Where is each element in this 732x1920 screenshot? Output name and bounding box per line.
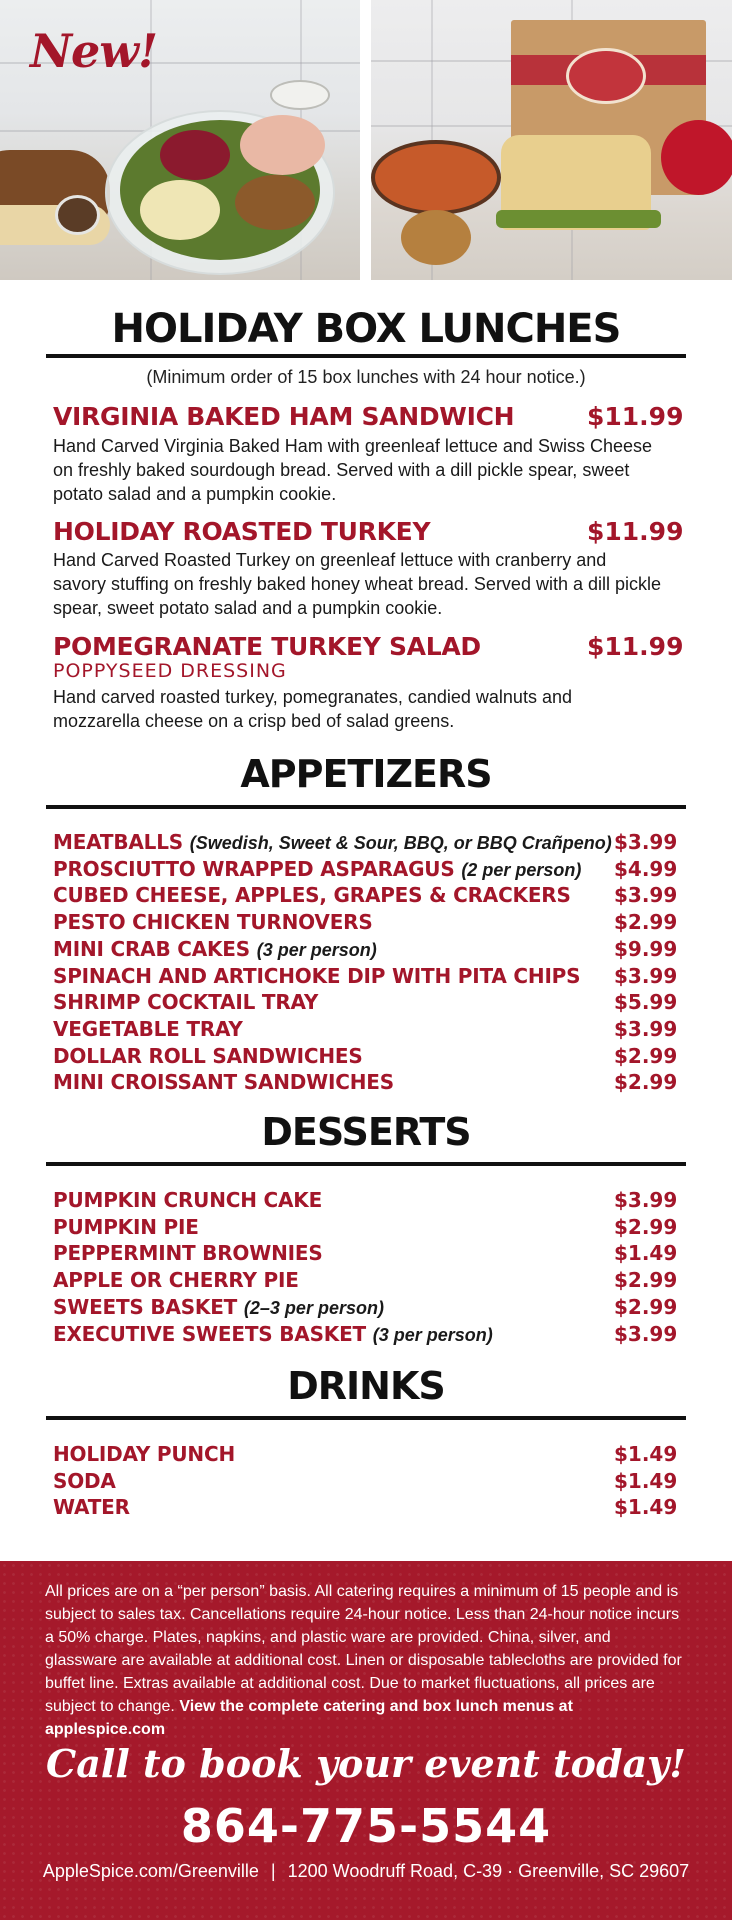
line-item-name (53, 990, 318, 1014)
item-name: MEATBALLS (53, 830, 183, 854)
item-price: $9.99 (614, 936, 678, 961)
sandwich-box-photo (371, 0, 732, 280)
item-name: SODA (53, 1468, 116, 1493)
item-price: $5.99 (614, 990, 678, 1015)
photo-header (0, 0, 732, 280)
minimum-order-note: (Minimum order of 15 box lunches with 24 hour notice.) (146, 367, 586, 387)
item-qualifier: (3 per person) (372, 1324, 493, 1345)
section-title-drinks: DRINKS (287, 1364, 445, 1408)
policy-text (45, 1580, 687, 1741)
line-item-name (53, 830, 612, 854)
item-qualifier: (3 per person) (256, 939, 377, 960)
item-price: $2.99 (614, 1214, 678, 1239)
section-divider (46, 805, 686, 809)
item-description: Hand Carved Virginia Baked Ham with greenleaf lettuce and Swiss Cheese on freshly baked sourdough bread. Served with a dill pickle spear, sweet potato salad and a pumpkin cookie. (53, 436, 652, 504)
item-price: $2.99 (614, 1070, 678, 1095)
item-name: POMEGRANATE TURKEY SALAD (53, 632, 481, 661)
item-name: PUMPKIN PIE (53, 1214, 199, 1239)
line-item-name (53, 883, 571, 907)
item-price: $3.99 (614, 830, 678, 854)
item-name: EXECUTIVE SWEETS BASKET (53, 1321, 366, 1346)
line-item-name (53, 1017, 243, 1041)
item-name: SWEETS BASKET (53, 1294, 238, 1319)
item-price: $11.99 (587, 517, 684, 546)
menus-link[interactable]: View the complete catering and box lunch menus at applespice.com (45, 1698, 573, 1738)
item-price: $3.99 (614, 1188, 678, 1212)
item-name: PESTO CHICKEN TURNOVERS (53, 910, 373, 935)
item-name: VIRGINIA BAKED HAM SANDWICH (53, 402, 515, 431)
item-name: HOLIDAY PUNCH (53, 1442, 235, 1466)
line-item-name (53, 1442, 235, 1466)
section-title-box-lunches: HOLIDAY BOX LUNCHES (111, 306, 621, 352)
item-price: $3.99 (614, 1321, 678, 1346)
separator: | (270, 1861, 276, 1881)
line-item-name (53, 1495, 130, 1519)
item-price: $3.99 (614, 1016, 678, 1041)
item-price: $1.49 (614, 1495, 678, 1520)
item-qualifier: (Swedish, Sweet & Sour, BBQ, or BBQ Crañpeno) (189, 833, 612, 853)
line-item-name (53, 1188, 322, 1212)
item-name: MINI CROISSANT SANDWICHES (53, 1070, 394, 1095)
section-title-appetizers: APPETIZERS (240, 752, 492, 796)
address: 1200 Woodruff Road, C-39 · Greenville, SC 29607 (287, 1861, 690, 1881)
line-item-name (53, 1469, 116, 1493)
line-item-name (53, 1070, 394, 1094)
line-item-name (53, 1295, 384, 1319)
section-divider (46, 354, 686, 358)
line-item-name (53, 1322, 493, 1346)
section-title-desserts: DESSERTS (261, 1110, 471, 1154)
item-price: $3.99 (614, 963, 678, 988)
item-price: $2.99 (614, 1268, 678, 1293)
line-item-name (53, 1215, 199, 1239)
call-to-action: Call to book your event today! (46, 1741, 686, 1786)
item-price: $4.99 (614, 856, 678, 881)
item-name: HOLIDAY ROASTED TURKEY (53, 517, 431, 546)
item-description: Hand Carved Roasted Turkey on greenleaf lettuce with cranberry and savory stuffing on freshly baked honey wheat bread. Served with a dill pickle spear, sweet potato salad and a pumpkin cookie. (53, 550, 662, 618)
item-price: $2.99 (614, 1043, 678, 1068)
item-name: SHRIMP COCKTAIL TRAY (53, 990, 319, 1015)
policy-body: All prices are on a “per person” basis. All catering requires a minimum of 15 people and is subject to sales tax. Cancellations require 24-hour notice. Less than 24-hour notice incurs a 50% charge. Plates, napkins, and plastic ware are provided. China, silver, and glassware are available at additional cost. Linen or disposable tablecloths are provided for buffet line. Extras available at additional cost. Due to market fluctuations, all prices are subject to change. (45, 1583, 682, 1715)
item-price: $11.99 (587, 402, 684, 431)
item-price: $1.49 (614, 1468, 678, 1493)
website-link[interactable]: AppleSpice.com/Greenville (42, 1861, 259, 1881)
footer (0, 1561, 732, 1920)
item-name: PEPPERMINT BROWNIES (53, 1241, 323, 1266)
phone-number[interactable]: 864-775-5544 (180, 1799, 552, 1853)
item-name: APPLE OR CHERRY PIE (53, 1268, 299, 1293)
item-subtitle: POPPYSEED DRESSING (53, 660, 287, 682)
item-name: PUMPKIN CRUNCH CAKE (53, 1188, 323, 1212)
line-item-name (53, 1268, 299, 1292)
item-price: $3.99 (614, 883, 678, 908)
line-item-name (53, 1241, 323, 1265)
item-name: VEGETABLE TRAY (53, 1016, 243, 1041)
item-price: $1.49 (614, 1241, 678, 1266)
line-item-name (53, 964, 580, 988)
new-badge: New! (30, 24, 158, 78)
section-divider (46, 1416, 686, 1420)
item-qualifier: (2–3 per person) (243, 1297, 384, 1318)
item-price: $2.99 (614, 910, 678, 935)
item-description: Hand carved roasted turkey, pomegranates, candied walnuts and mozzarella cheese on a crisp bed of salad greens. (53, 687, 572, 731)
item-name: DOLLAR ROLL SANDWICHES (53, 1043, 363, 1068)
contact-line (0, 1861, 732, 1882)
item-price: $1.49 (614, 1442, 678, 1466)
item-price: $2.99 (614, 1294, 678, 1319)
item-name: PROSCIUTTO WRAPPED ASPARAGUS (53, 856, 455, 881)
line-item-name (53, 910, 373, 934)
item-qualifier: (2 per person) (461, 859, 582, 880)
line-item-name (53, 937, 377, 961)
line-item-name (53, 857, 581, 881)
item-name: SPINACH AND ARTICHOKE DIP WITH PITA CHIPS (53, 963, 581, 988)
item-price: $11.99 (587, 632, 684, 661)
item-name: WATER (53, 1495, 130, 1520)
item-name: CUBED CHEESE, APPLES, GRAPES & CRACKERS (53, 883, 571, 908)
line-item-name (53, 1044, 363, 1068)
section-divider (46, 1162, 686, 1166)
item-name: MINI CRAB CAKES (53, 936, 250, 961)
salad-photo (0, 0, 360, 280)
